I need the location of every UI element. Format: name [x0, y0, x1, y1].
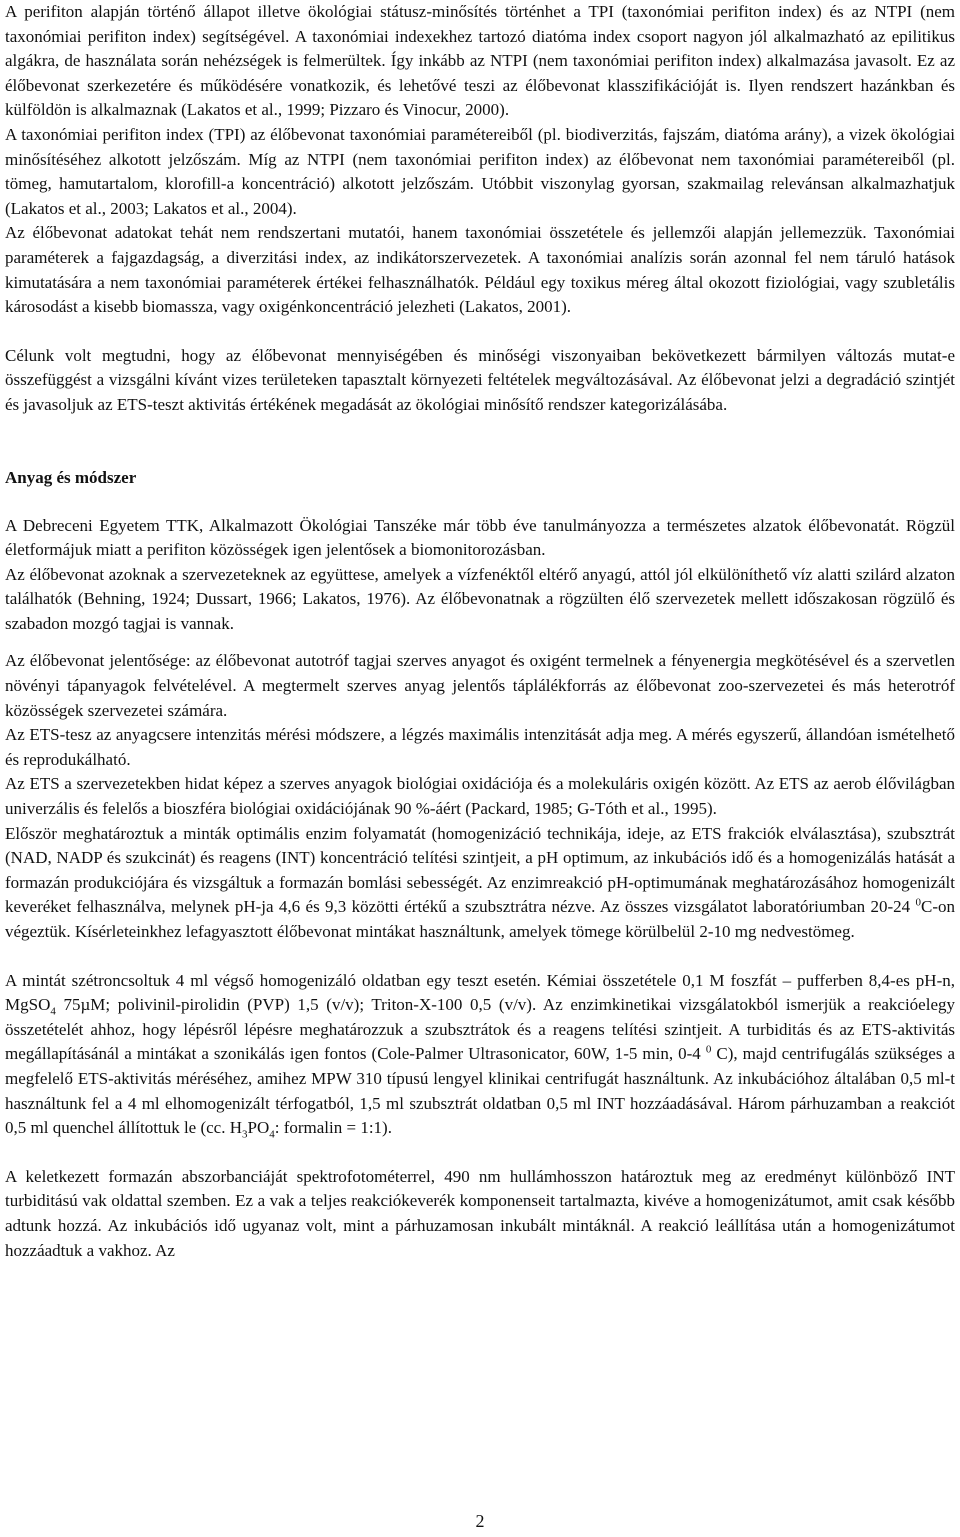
intro-section — [5, 0, 955, 320]
paragraph-optimization — [5, 822, 955, 945]
methods-section-a — [5, 514, 955, 637]
section-heading: Anyag és módszer — [5, 467, 137, 487]
procedure-subscript-1: 4 — [50, 1005, 56, 1018]
page-number: 2 — [475, 1511, 485, 1531]
optimization-text-b: C-on végeztük. Kísérleteinkhez lefagyasztott élőbevonat mintákat használtunk, amelyek tömege körülbelül 2-10 mg nedvestömeg. — [5, 897, 955, 941]
paragraph-goal: Célunk volt megtudni, hogy az élőbevonat mennyiségében és minőségi viszonyaiban bekövetkezett bármilyen változás mutat-e összefüggést a vizsgálni kívánt vizes területeken tapasztalt környezeti feltételek megváltozásával. Az élőbevonat jelzi a degradáció szintjét és javasoljuk az ETS-teszt aktivitás értékének megadását az ökológiai minősítő rendszer kategorizálásába. — [5, 345, 955, 414]
procedure-text-1: A mintát szétroncsoltuk 4 ml végső homogenizáló oldatban egy teszt esetén. Kémiai összetétele 0,1 M foszfát – pufferben 8,4-es pH-n, MgSO — [5, 970, 955, 1015]
methods-section-b — [5, 649, 955, 821]
paragraph-methods-2: Az élőbevonat azoknak a szervezeteknek az együttese, amelyek a vízfenéktől eltérő anyagú, attól jól elkülöníthető víz alatti szilárd alzaton találhatók (Behning, 1924; Dussart, 1966; Lakatos, 1976). Az élőbevonatnak a rögzülten élő szervezetek mellett időszakosan rögzülő és szabadon mozgó tagjai is vannak. — [5, 564, 955, 633]
paragraph-intro-1: A perifiton alapján történő állapot illetve ökológiai státusz-minősítés történhet a TPI (taxonómiai perifiton index) és az NTPI (nem taxonómiai perifiton index) segítségével. A taxonómiai indexekhez tartozó diatóma index csoport nagyon jól alkalmazható az epilitikus algákra, de használata során nehézségek is felmerültek. Így inkább az NTPI (nem taxonómiai perifiton index) alkalmazása javasolt. Ez az élőbevonat szerkezetére és működésére vonatkozik, és lehetővé teszi az élőbevonat klasszifikációját is. Ilyen rendszert hazánkban és külföldön is alkalmaznak (Lakatos et al., 1999; Pizzaro és Vinocur, 2000). — [5, 2, 955, 120]
procedure-superscript-1: 0 — [705, 1043, 712, 1056]
procedure-subscript-3: 4 — [269, 1128, 275, 1141]
procedure-text-2: 75µM; polivinil-pirolidin (PVP) 1,5 (v/v); Triton-X-100 0,5 (v/v). Az enzimkinetikai vizsgálatokból ismerjük a reakcióelegy összetételét ahhoz, hogy lépésről lépésre meghatározzuk a szubsztrátok és a reagens telítési szintjeit. A turbiditás és az ETS-aktivitás megállapításánál a mintákat a szonikálás igen fontos (Cole-Palmer Ultrasonicator, 60W, 1-5 min, 0-4 — [5, 995, 955, 1064]
paragraph-methods-1: A Debreceni Egyetem TTK, Alkalmazott Ökológiai Tanszéke már több éve tanulmányozza a természetes alzatok élőbevonatát. Rögzül életformájuk miatt a perifiton közösségek igen jelentősek a biomonitorozásban. — [5, 515, 955, 560]
paragraph-intro-3: Az élőbevonat adatokat tehát nem rendszertani mutatói, hanem taxonómiai összetétele és jellemzői alapján jellemezzük. Taxonómiai paraméterek a fajgazdagság, a diverzitási index, az indikátorszervezetek. A taxonómiai analízis során azonnal fel nem táruló hatások kimutatására a nem taxonómiai paraméterek értékei felhasználhatók. Például egy toxikus méreg által okozott fiziológiai, vagy szubletális károsodást a kisebb biomassza, vagy oxigénkoncentráció jelezheti (Lakatos, 2001). — [5, 223, 955, 317]
paragraph-procedure — [5, 969, 955, 1141]
paragraph-methods-3: Az élőbevonat jelentősége: az élőbevonat autotróf tagjai szerves anyagot és oxigént termelnek a fényenergia megkötésével és a szervetlen növényi tápanyagok felvételével. A megtermelt szerves anyag jelentős táplálékforrás az élőbevonat zoo-szervezetei és más heterotróf közösségek szervezetei számára. — [5, 651, 955, 720]
paragraph-methods-5: Az ETS a szervezetekben hidat képez a szerves anyagok biológiai oxidációja és a molekuláris oxigén között. Az ETS az aerob élővilágban univerzális és felelős a bioszféra biológiai oxidációjának 90 %-áért (Packard, 1985; G-Tóth et al., 1995). — [5, 774, 955, 819]
paragraph-methods-4: Az ETS-tesz az anyagcsere intenzitás mérési módszere, a légzés maximális intenzitását adja meg. A mérés egyszerű, állandóan ismételhető és reprodukálható. — [5, 725, 955, 769]
procedure-text-4: PO — [247, 1118, 270, 1138]
procedure-subscript-2: 3 — [242, 1128, 248, 1141]
optimization-text-a: Először meghatároztuk a minták optimális enzim folyamatát (homogenizáció technikája, ideje, az ETS frakciók elválasztása), szubsztrát (NAD, NADP és szukcinát) és reagens (INT) koncentráció telítési szintjeit, a pH optimum, az inkubációs idő és a homogenizálás hatását a formazán produkciójára és vizsgáltuk a formazán bomlási sebességét. Az enzimreakció pH-optimumának meghatározásához homogenizált keveréket felhasználva, melynek pH-ja 4,6 és 9,3 közötti értékű a szubsztrátra nézve. Az összes vizsgálatot laboratóriumban 20-24 — [5, 823, 955, 917]
degree-superscript: 0 — [915, 896, 921, 909]
document-page — [5, 0, 955, 1263]
paragraph-intro-2: A taxonómiai perifiton index (TPI) az élőbevonat taxonómiai paramétereiből (pl. biodiverzitás, fajszám, diatóma arány), a vizek ökológiai minősítéséhez alkotott jelzőszám. Míg az NTPI (nem taxonómiai perifiton index) az élőbevonat nem taxonómiai paramétereiből (pl. tömeg, hamutartalom, klorofill-a koncentráció) alkotott jelzőszám. Utóbbit viszonylag gyorsan, szakmailag relevánsan alkalmazhatjuk (Lakatos et al., 2003; Lakatos et al., 2004). — [5, 124, 955, 218]
procedure-text-3: C), majd centrifugálás szükséges a megfelelő ETS-aktivitás méréséhez, amihez MPW 310 típusú lengyel klinikai centrifugát használtunk. Az inkubációhoz általában 0,5 ml-t használtunk fel a 4 ml elhomogenizált térfogatból, 1,5 ml szubsztrát oldatban 0,5 ml INT hozzáadásával. Három párhuzamban a reakciót 0,5 ml quenchel állítottuk le (cc. H — [5, 1044, 955, 1138]
paragraph-final: A keletkezett formazán abszorbanciáját spektrofotométerrel, 490 nm hullámhosszon határoztuk meg az eredményt különböző INT turbiditású vak oldattal szemben. Ez a vak a teljes reakciókeverék komponenseit tartalmazta, kivéve a homogenizátumot, amit csak később adtunk hozzá. Az inkubációs idő ugyanaz volt, mint a párhuzamosan inkubált mintáknál. A reakció leállítása után a homogenizátumot hozzáadtuk a vakhoz. Az — [5, 1166, 955, 1260]
procedure-text-5: : formalin = 1:1). — [274, 1118, 392, 1138]
